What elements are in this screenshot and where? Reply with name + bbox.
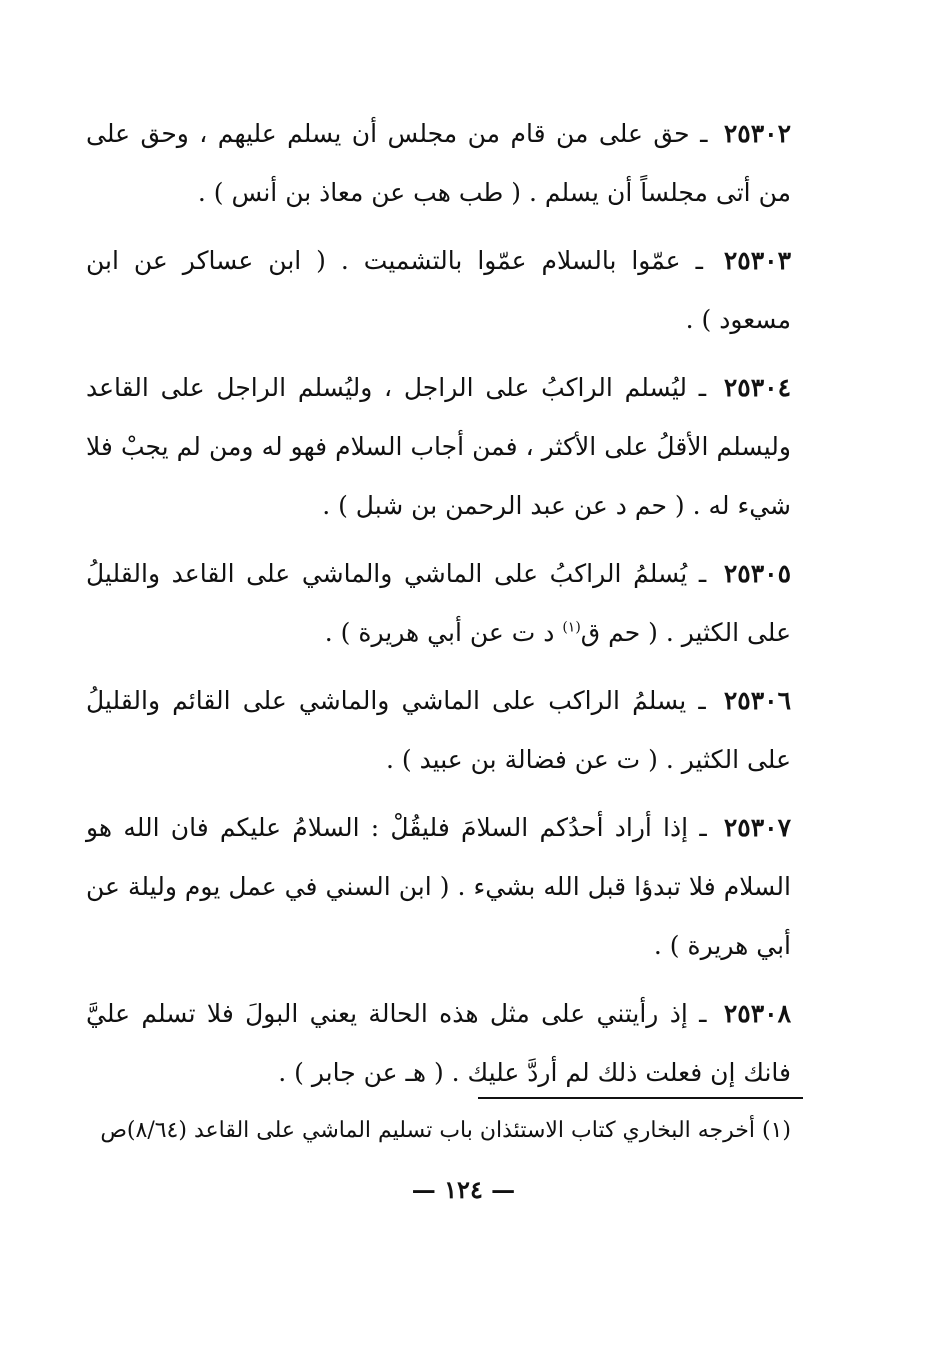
hadith-number: ٢٥٣٠٧: [723, 813, 791, 842]
hadith-text: يُسلمُ الراكبُ على الماشي والماشي على القاعد والقليلُ على الكثير . ( حم ق: [86, 559, 791, 647]
hadith-text: حق على من قام من مجلس أن يسلم عليهم ، وحق على من أتى مجلساً أن يسلم . ( طب هب عن معاذ بن أنس ) .: [86, 119, 791, 207]
hadith-entry: [86, 358, 791, 535]
entry-dash: ـ: [699, 999, 707, 1028]
hadith-text: ليُسلم الراكبُ على الراجل ، وليُسلم الراجل على القاعد وليسلم الأقلُ على الأكثر ، فمن أجاب السلام فهو له ومن لم يجبْ فلا شيء له . ( حم د عن عبد الرحمن بن شبل ) .: [86, 373, 791, 520]
hadith-entry: [86, 104, 791, 222]
hadith-text-continued: د ت عن أبي هريرة ) .: [324, 618, 555, 647]
entry-dash: ـ: [700, 119, 708, 148]
footnote: (١) أخرجه البخاري كتاب الاستئذان باب تسليم الماشي على القاعد (٨/٦٤)ص: [100, 1118, 791, 1143]
entry-dash: ـ: [698, 686, 706, 715]
hadith-entry: [86, 671, 791, 789]
page-number: — ١٢٤ —: [411, 1175, 516, 1204]
hadith-text: عمّوا بالسلام عمّوا بالتشميت . ( ابن عساكر عن ابن مسعود ) .: [86, 246, 791, 334]
hadith-entry: [86, 544, 791, 662]
hadith-number: ٢٥٣٠٤: [723, 373, 791, 402]
hadith-number: ٢٥٣٠٨: [723, 999, 791, 1028]
hadith-text: يسلمُ الراكب على الماشي والماشي على القائم والقليلُ على الكثير . ( ت عن فضالة بن عبيد ) .: [86, 686, 791, 774]
hadith-number: ٢٥٣٠٢: [723, 119, 792, 148]
hadith-text: إذ رأيتني على مثل هذه الحالة يعني البولَ فلا تسلم عليَّ فانك إن فعلت ذلك لم أردَّ عليك . ( هـ عن جابر ) .: [86, 999, 791, 1087]
hadith-entry: [86, 798, 791, 975]
hadith-number: ٢٥٣٠٦: [723, 686, 792, 715]
hadith-entry: [86, 984, 791, 1102]
entry-dash: ـ: [699, 813, 707, 842]
footnote-reference: (١): [562, 619, 581, 636]
entry-dash: ـ: [698, 373, 707, 402]
hadith-number: ٢٥٣٠٣: [723, 246, 792, 275]
footnote-divider: [478, 1097, 803, 1099]
hadith-list: [86, 104, 791, 1111]
hadith-entry: [86, 231, 791, 349]
hadith-text: إذا أراد أحدُكم السلامَ فليقُلْ : السلامُ عليكم فان الله هو السلام فلا تبدؤا قبل الله بشيء . ( ابن السني في عمل يوم وليلة عن أبي هريرة ) .: [86, 813, 791, 960]
hadith-number: ٢٥٣٠٥: [723, 559, 791, 588]
entry-dash: ـ: [698, 559, 707, 588]
entry-dash: ـ: [695, 246, 703, 275]
